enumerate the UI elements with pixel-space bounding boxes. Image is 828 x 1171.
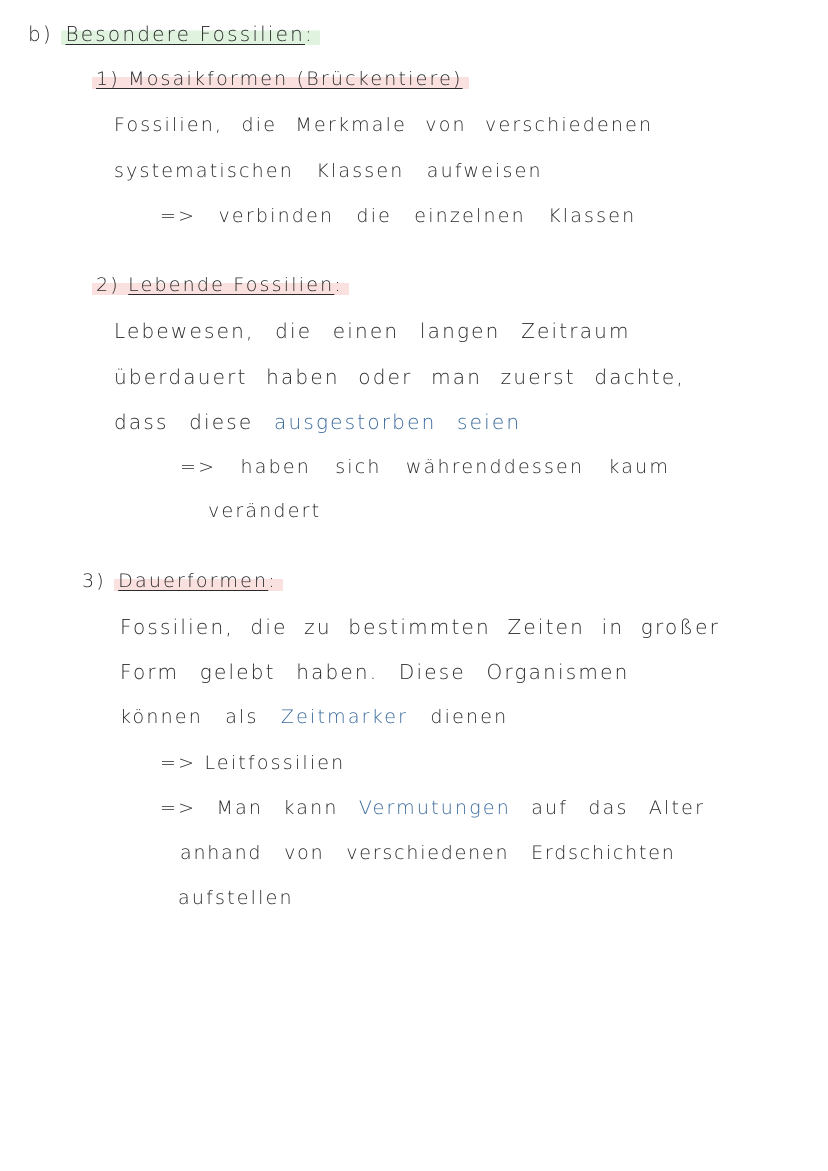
lebende-line-3-a: dass diese [114, 410, 254, 434]
lebende-line-3-highlight: ausgestorben seien [274, 410, 522, 434]
mosaik-line-3: => verbinden die einzelnen Klassen [160, 205, 637, 227]
section-title-colon: : [304, 22, 314, 46]
dauer-line-1: Fossilien, die zu bestimmten Zeiten in großer [120, 615, 721, 639]
dauer-line-3-highlight: Zeitmarker [280, 706, 409, 728]
lebende-heading-colon: : [334, 274, 343, 296]
dauer-line-5-a: => Man kann [160, 797, 339, 819]
dauer-line-5-c: auf das Alter [531, 797, 706, 819]
dauer-line-6: anhand von verschiedenen Erdschichten [180, 842, 676, 864]
lebende-heading-text: Lebende Fossilien [128, 274, 335, 296]
section-heading [28, 22, 320, 46]
dauer-heading-text: Dauerformen [118, 570, 269, 592]
lebende-heading-num: 2) [96, 274, 120, 296]
mosaik-line-1: Fossilien, die Merkmale von verschiedenen [114, 114, 654, 136]
dauer-heading-num: 3) [82, 570, 106, 592]
dauer-line-7: aufstellen [178, 887, 294, 909]
lebende-line-2: überdauert haben oder man zuerst dachte, [114, 365, 685, 389]
dauer-line-5-highlight: Vermutungen [358, 797, 511, 819]
lebende-heading [92, 274, 349, 296]
dauer-line-5 [160, 797, 705, 819]
lebende-line-4: => haben sich währenddessen kaum [180, 456, 671, 478]
dauer-line-4: => Leitfossilien [160, 752, 346, 774]
section-title: Besondere Fossilien [65, 22, 305, 46]
dauer-line-3-a: können als [120, 706, 259, 728]
mosaik-heading [92, 68, 469, 90]
mosaik-line-2: systematischen Klassen aufweisen [114, 160, 543, 182]
lebende-line-3 [114, 410, 521, 434]
dauer-line-3 [120, 706, 508, 728]
dauer-heading-colon: : [268, 570, 277, 592]
lebende-line-1: Lebewesen, die einen langen Zeitraum [114, 319, 631, 343]
lebende-line-5: verändert [208, 500, 322, 522]
section-prefix: b) [28, 22, 53, 46]
dauer-line-2: Form gelebt haben. Diese Organismen [120, 660, 630, 684]
dauer-heading [82, 570, 283, 592]
mosaik-heading-text: 1) Mosaikformen (Brückentiere) [92, 68, 469, 90]
dauer-line-3-c: dienen [430, 706, 509, 728]
